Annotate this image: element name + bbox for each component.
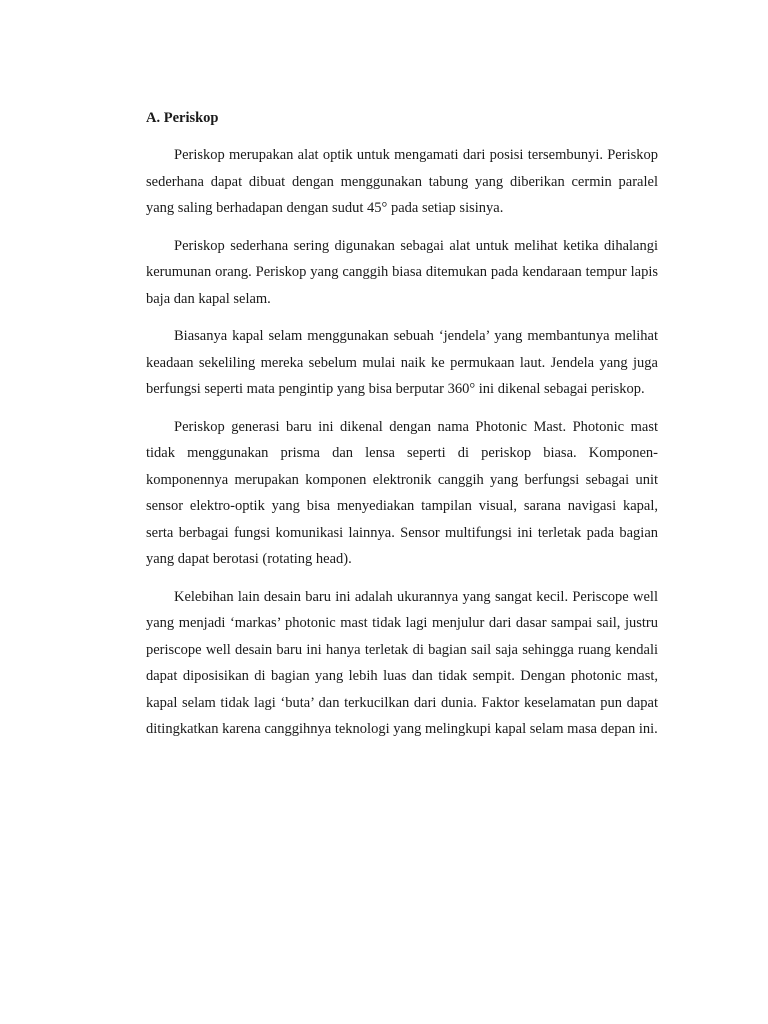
paragraph-submarine-window: Biasanya kapal selam menggunakan sebuah ‘jendela’ yang membantunya melihat keadaan sekeliling mereka sebelum mulai naik ke permukaan laut. Jendela yang juga berfungsi seperti mata pengintip yang bisa berputar 360° ini dikenal sebagai periskop.	[146, 328, 658, 397]
paragraph-advantages: Kelebihan lain desain baru ini adalah ukurannya yang sangat kecil. Periscope well yang menjadi ‘markas’ photonic mast tidak lagi menjulur dari dasar sampai sail, justru periscope well desain baru ini hanya terletak di bagian sail saja sehingga ruang kendali dapat diposisikan di bagian yang lebih luas dan tidak sempit. Dengan photonic mast, kapal selam tidak lagi ‘buta’ dan terkucilkan dari dunia. Faktor keselamatan pun dapat ditingkatkan karena canggihnya teknologi yang melingkupi kapal selam masa depan ini.	[146, 588, 658, 737]
paragraph-usage: Periskop sederhana sering digunakan sebagai alat untuk melihat ketika dihalangi kerumunan orang. Periskop yang canggih biasa ditemukan pada kendaraan tempur lapis baja dan kapal selam.	[146, 237, 658, 307]
paragraph-definition: Periskop merupakan alat optik untuk mengamati dari posisi tersembunyi. Periskop sederhana dapat dibuat dengan menggunakan tabung yang diberikan cermin paralel yang saling berhadapan dengan sudut 45° pada setiap sisinya.	[146, 147, 658, 216]
paragraph-photonic-mast: Periskop generasi baru ini dikenal dengan nama Photonic Mast. Photonic mast tidak menggunakan prisma dan lensa seperti di periskop biasa. Komponen-komponennya merupakan komponen elektronik canggih yang berfungsi sebagai unit sensor elektro-optik yang bisa menyediakan tampilan visual, sarana navigasi kapal, serta berbagai fungsi komunikasi lainnya. Sensor multifungsi ini terletak pada bagian yang dapat berotasi (rotating head).	[146, 418, 658, 567]
document-page	[146, 106, 658, 754]
section-heading: A. Periskop	[146, 110, 219, 126]
